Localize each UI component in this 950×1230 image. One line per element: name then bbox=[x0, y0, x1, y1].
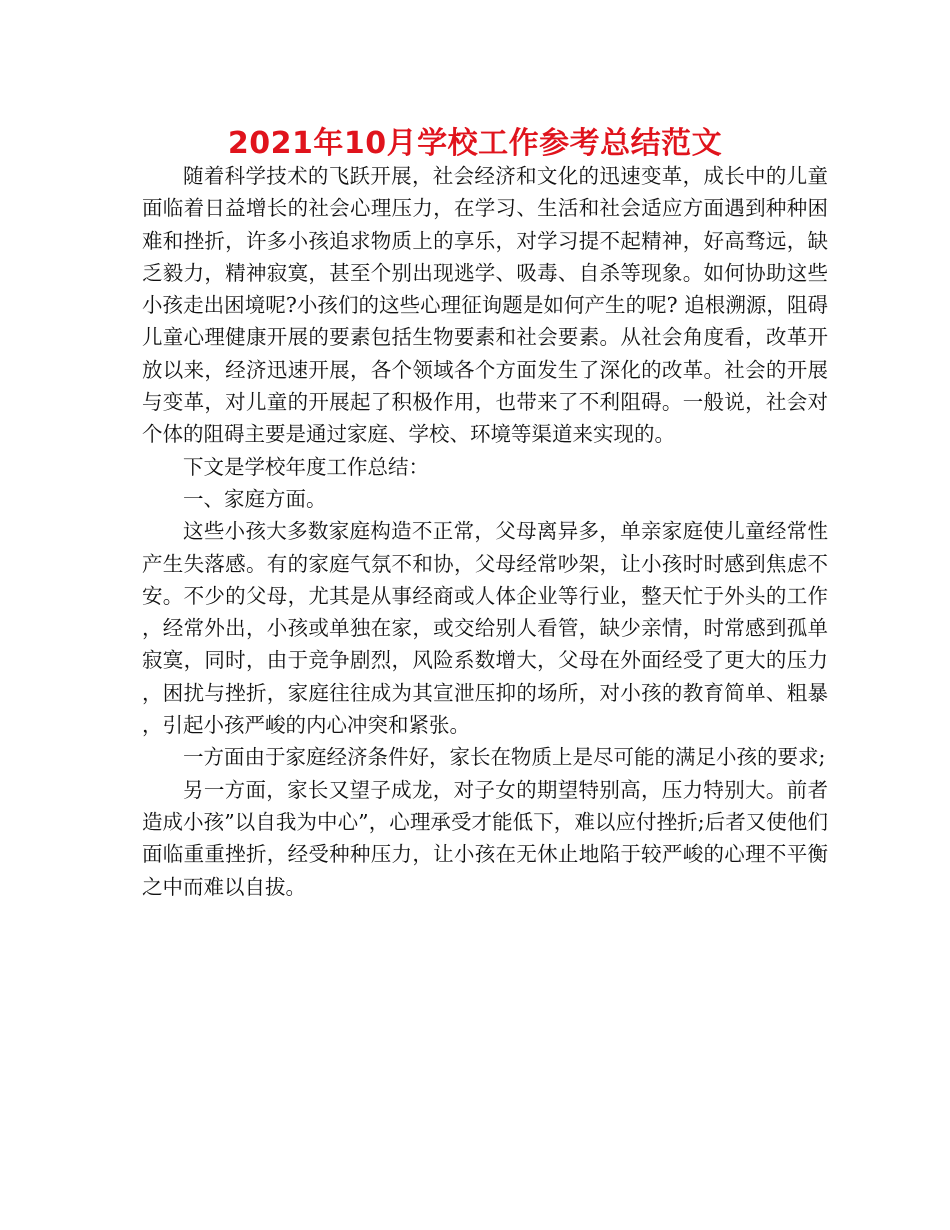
paragraph-family-economy: 一方面由于家庭经济条件好，家长在物质上是尽可能的满足小孩的要求; bbox=[183, 745, 826, 770]
document-title: 2021年10月学校工作参考总结范文 bbox=[227, 126, 723, 161]
paragraph-family-expectation: 另一方面，家长又望子成龙，对子女的期望特别高，压力特别大。前者造成小孩”以自我为中心”，心理承受才能低下，难以应付挫折;后者又使他们面临重重挫折，经受种种压力，让小孩在无休止地陷于较严峻的心理不平衡之中而难以自拔。 bbox=[142, 777, 828, 899]
paragraph-summary-lead: 下文是学校年度工作总结： bbox=[183, 454, 429, 479]
section-heading-family: 一、家庭方面。 bbox=[183, 486, 327, 511]
document-body bbox=[142, 160, 828, 903]
paragraph-family-structure: 这些小孩大多数家庭构造不正常，父母离异多，单亲家庭使儿童经常性产生失落感。有的家庭气氛不和协，父母经常吵架，让小孩时时感到焦虑不安。不少的父母，尤其是从事经商或人体企业等行业，整天忙于外头的工作，经常外出，小孩或单独在家，或交给别人看管，缺少亲情，时常感到孤单寂寞，同时，由于竞争剧烈，风险系数增大，父母在外面经受了更大的压力，困扰与挫折，家庭往往成为其宣泄压抑的场所，对小孩的教育简单、粗暴，引起小孩严峻的内心冲突和紧张。 bbox=[142, 519, 828, 738]
paragraph-intro: 随着科学技术的飞跃开展，社会经济和文化的迅速变革，成长中的儿童面临着日益增长的社会心理压力，在学习、生活和社会适应方面遇到种种困难和挫折，许多小孩追求物质上的享乐，对学习提不起精神，好高骛远，缺乏毅力，精神寂寞，甚至个别出现逃学、吸毒、自杀等现象。如何协助这些小孩走出困境呢?小孩们的这些心理征询题是如何产生的呢? 追根溯源，阻碍儿童心理健康开展的要素包括生物要素和社会要素。从社会角度看，改革开放以来，经济迅速开展，各个领域各个方面发生了深化的改革。社会的开展与变革，对儿童的开展起了积极作用，也带来了不利阻碍。一般说，社会对个体的阻碍主要是通过家庭、学校、环境等渠道来实现的。 bbox=[142, 164, 828, 447]
